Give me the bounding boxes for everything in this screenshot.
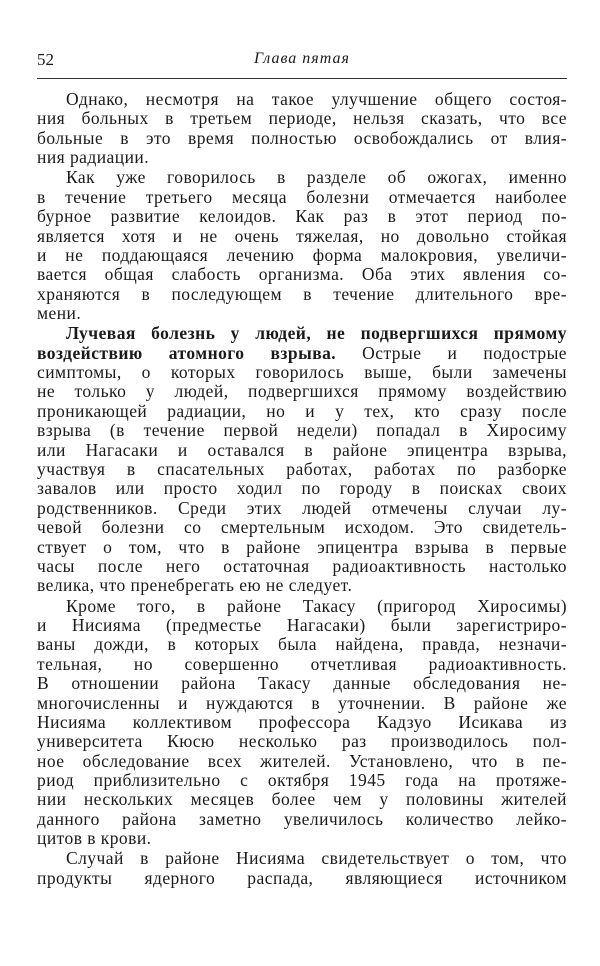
text-line: бурное развитие келоидов. Как раз в этот период по- [37,206,567,227]
text-line: в течение третьего месяца болезни отмечается наиболее [37,186,567,207]
text-line: часы после него остаточная радиоактивность настолько [37,555,567,576]
text-line: ствует о том, что в районе эпицентра взрыва в первые [37,536,567,557]
text-line: и не поддающаяся лечению форма малокровия, увеличи- [37,244,567,265]
text-line [37,344,567,363]
text-line: мени. [37,303,82,324]
text-line: цитов в крови. [37,828,152,849]
page-number: 52 [37,50,54,69]
paragraph [37,324,567,595]
text-line: является хотя и не очень тяжелая, но довольно стойкая [37,225,567,246]
running-header [37,50,567,74]
text-line: не только у людей, подвергшихся прямому воздействию [37,381,567,402]
text-line: вается общая слабость организма. Оба этих явления со- [37,264,567,285]
text-line: Случай в районе Нисияма свидетельствует о том, что [66,848,567,869]
text-line: тельная, но совершенно отчетливая радиоактивность. [37,653,567,674]
text-line: В отношении района Такасу данные обследования не- [37,673,567,694]
text-line: продукты ядерного распада, являющиеся источником [37,867,567,888]
paragraph [37,90,567,168]
text-line: данного района заметно увеличилось количество лейко- [37,808,567,829]
text-line: родственников. Среди этих людей отмечены случаи лу- [37,497,567,518]
text-line: Нисияма коллективом профессора Кадзуо Исикава из [37,711,567,732]
text-run: Острые и подострые [336,342,567,363]
text-line: велика, что пренебрегать ею не следует. [37,575,353,596]
text-line: чевой болезни со смертельным исходом. Это свидетель- [37,517,567,538]
text-line: риод приблизительно с октября 1945 года на протяже- [37,770,567,791]
text-line: ваны дожди, в которых была найдена, правда, незначи- [37,634,567,655]
text-line: проникающей радиации, но и у тех, кто сразу после [37,400,567,421]
text-line: Как уже говорилось в разделе об ожогах, именно [66,167,567,188]
section-heading: воздействию атомного взрыва. [37,342,337,363]
text-line: ния радиации. [37,147,150,168]
paragraph [37,849,567,888]
paragraph [37,597,567,849]
text-line: университета Кюсю несколько раз производилось пол- [37,731,567,752]
text-line [37,324,567,343]
text-line: больные в это время полностью освобождались от влия- [37,127,567,148]
text-line: завалов или просто ходил по городу в поисках своих [37,478,567,499]
chapter-title: Глава пятая [254,50,350,67]
section-heading: Лучевая болезнь у людей, не подвергшихся прямому [66,323,567,344]
paragraph [37,168,567,323]
text-line: и Нисияма (предместье Нагасаки) были зарегистриро- [37,614,567,635]
page-body [37,90,567,889]
text-line: Кроме того, в районе Такасу (пригород Хиросимы) [66,595,567,616]
text-line: ния больных в третьем периоде, нельзя сказать, что все [37,108,567,129]
text-line: храняются в последующем в течение длительного вре- [37,283,567,304]
text-line: многочисленны и нуждаются в уточнении. В районе же [37,692,567,713]
text-line: или Нагасаки и оставался в районе эпицентра взрыва, [37,439,567,460]
text-line: симптомы, о которых говорилось выше, были замечены [37,362,567,383]
header-rule [37,78,567,79]
text-line: Однако, несмотря на такое улучшение общего состоя- [66,89,567,109]
text-line: нии нескольких месяцев более чем у половины жителей [37,789,567,810]
text-line: взрыва (в течение первой недели) попадал в Хиросиму [37,420,567,441]
text-line: ное обследование всех жителей. Установлено, что в пе- [37,750,567,771]
text-line: участвуя в спасательных работах, работах по разборке [37,459,567,480]
